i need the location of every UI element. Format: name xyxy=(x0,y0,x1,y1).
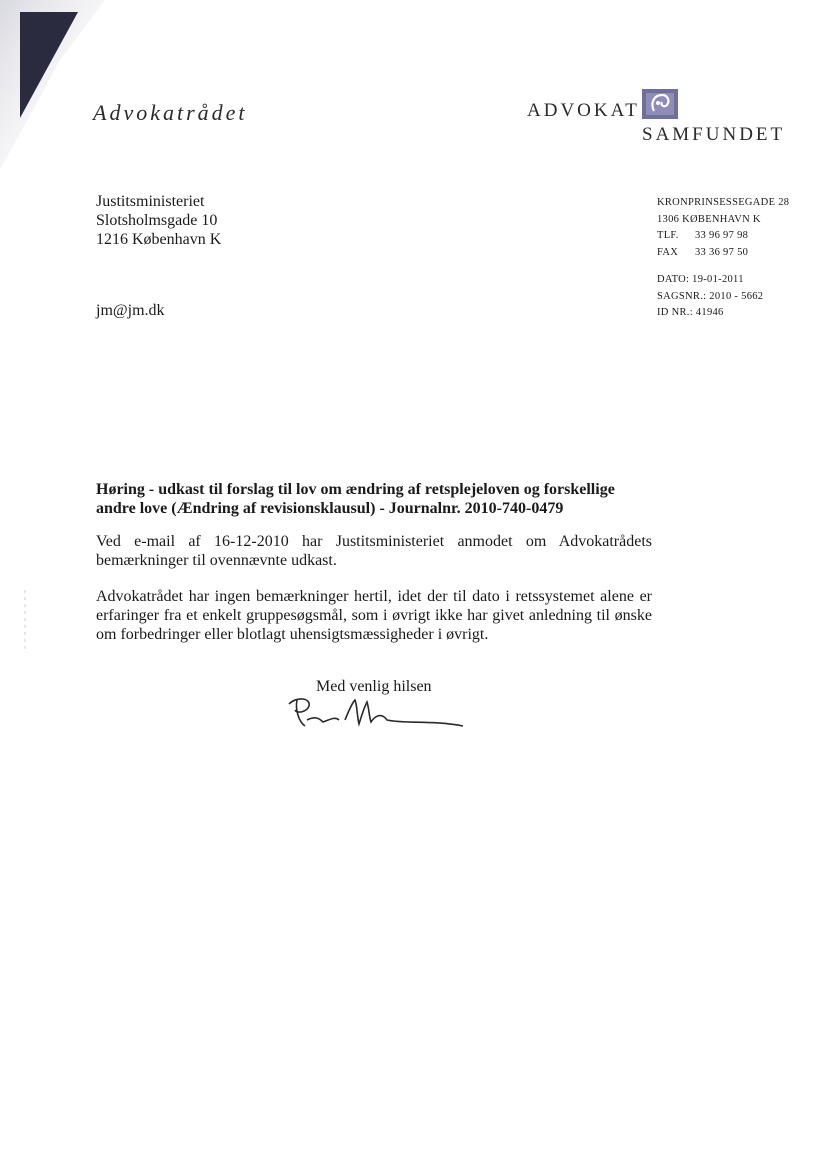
phone-label: TLF. xyxy=(657,230,679,241)
body-paragraph: Ved e-mail af 16-12-2010 har Justitsministeriet anmodet om Advokatrådets bemærkninger til ovennævnte udkast. xyxy=(96,533,652,569)
logo-text-bottom: SAMFUNDET xyxy=(642,124,786,145)
sender-street: KRONPRINSESSEGADE 28 xyxy=(657,197,790,208)
closing-greeting: Med venlig hilsen xyxy=(316,678,432,695)
logo-emblem-icon xyxy=(640,83,680,121)
sender-city: 1306 KØBENHAVN K xyxy=(657,213,761,225)
fax-label: FAX xyxy=(657,246,679,258)
recipient-line: Justitsministeriet xyxy=(96,193,205,210)
sender-phone xyxy=(657,228,789,245)
recipient-line: 1216 København K xyxy=(96,231,222,248)
logo-text-top: ADVOKAT xyxy=(527,100,640,121)
body-paragraph: Advokatrådet har ingen bemærkninger hertil, idet der til dato i retssystemet alene er erfaringer fra et enkelt gruppesøgsmål, som i øvrigt ikke har givet anledning til ønske om forbedringer eller blotlagt uhensigtsmæssigheder i øvrigt. xyxy=(96,588,652,643)
letter-date: DATO: 19-01-2011 xyxy=(657,274,744,285)
letter-meta xyxy=(657,272,763,322)
recipient-line: Slotsholmsgade 10 xyxy=(96,212,218,229)
id-number: ID NR.: 41946 xyxy=(657,307,724,318)
recipient-email: jm@jm.dk xyxy=(96,302,165,319)
fax-value: 33 36 97 50 xyxy=(695,246,749,258)
scan-artifact xyxy=(18,590,32,650)
sender-address xyxy=(657,195,789,261)
letter-subject: Høring - udkast til forslag til lov om ændring af retsplejeloven og forskellige andre love (Ændring af revisionsklausul) - Journalnr. 2010-740-0479 xyxy=(96,481,615,517)
case-number: SAGSNR.: 2010 - 5662 xyxy=(657,290,764,302)
recipient-address xyxy=(96,192,221,249)
phone-value: 33 96 97 98 xyxy=(695,230,749,241)
org-name: Advokatrådet xyxy=(93,100,248,125)
sender-fax xyxy=(657,245,789,262)
signature-image xyxy=(283,690,468,738)
